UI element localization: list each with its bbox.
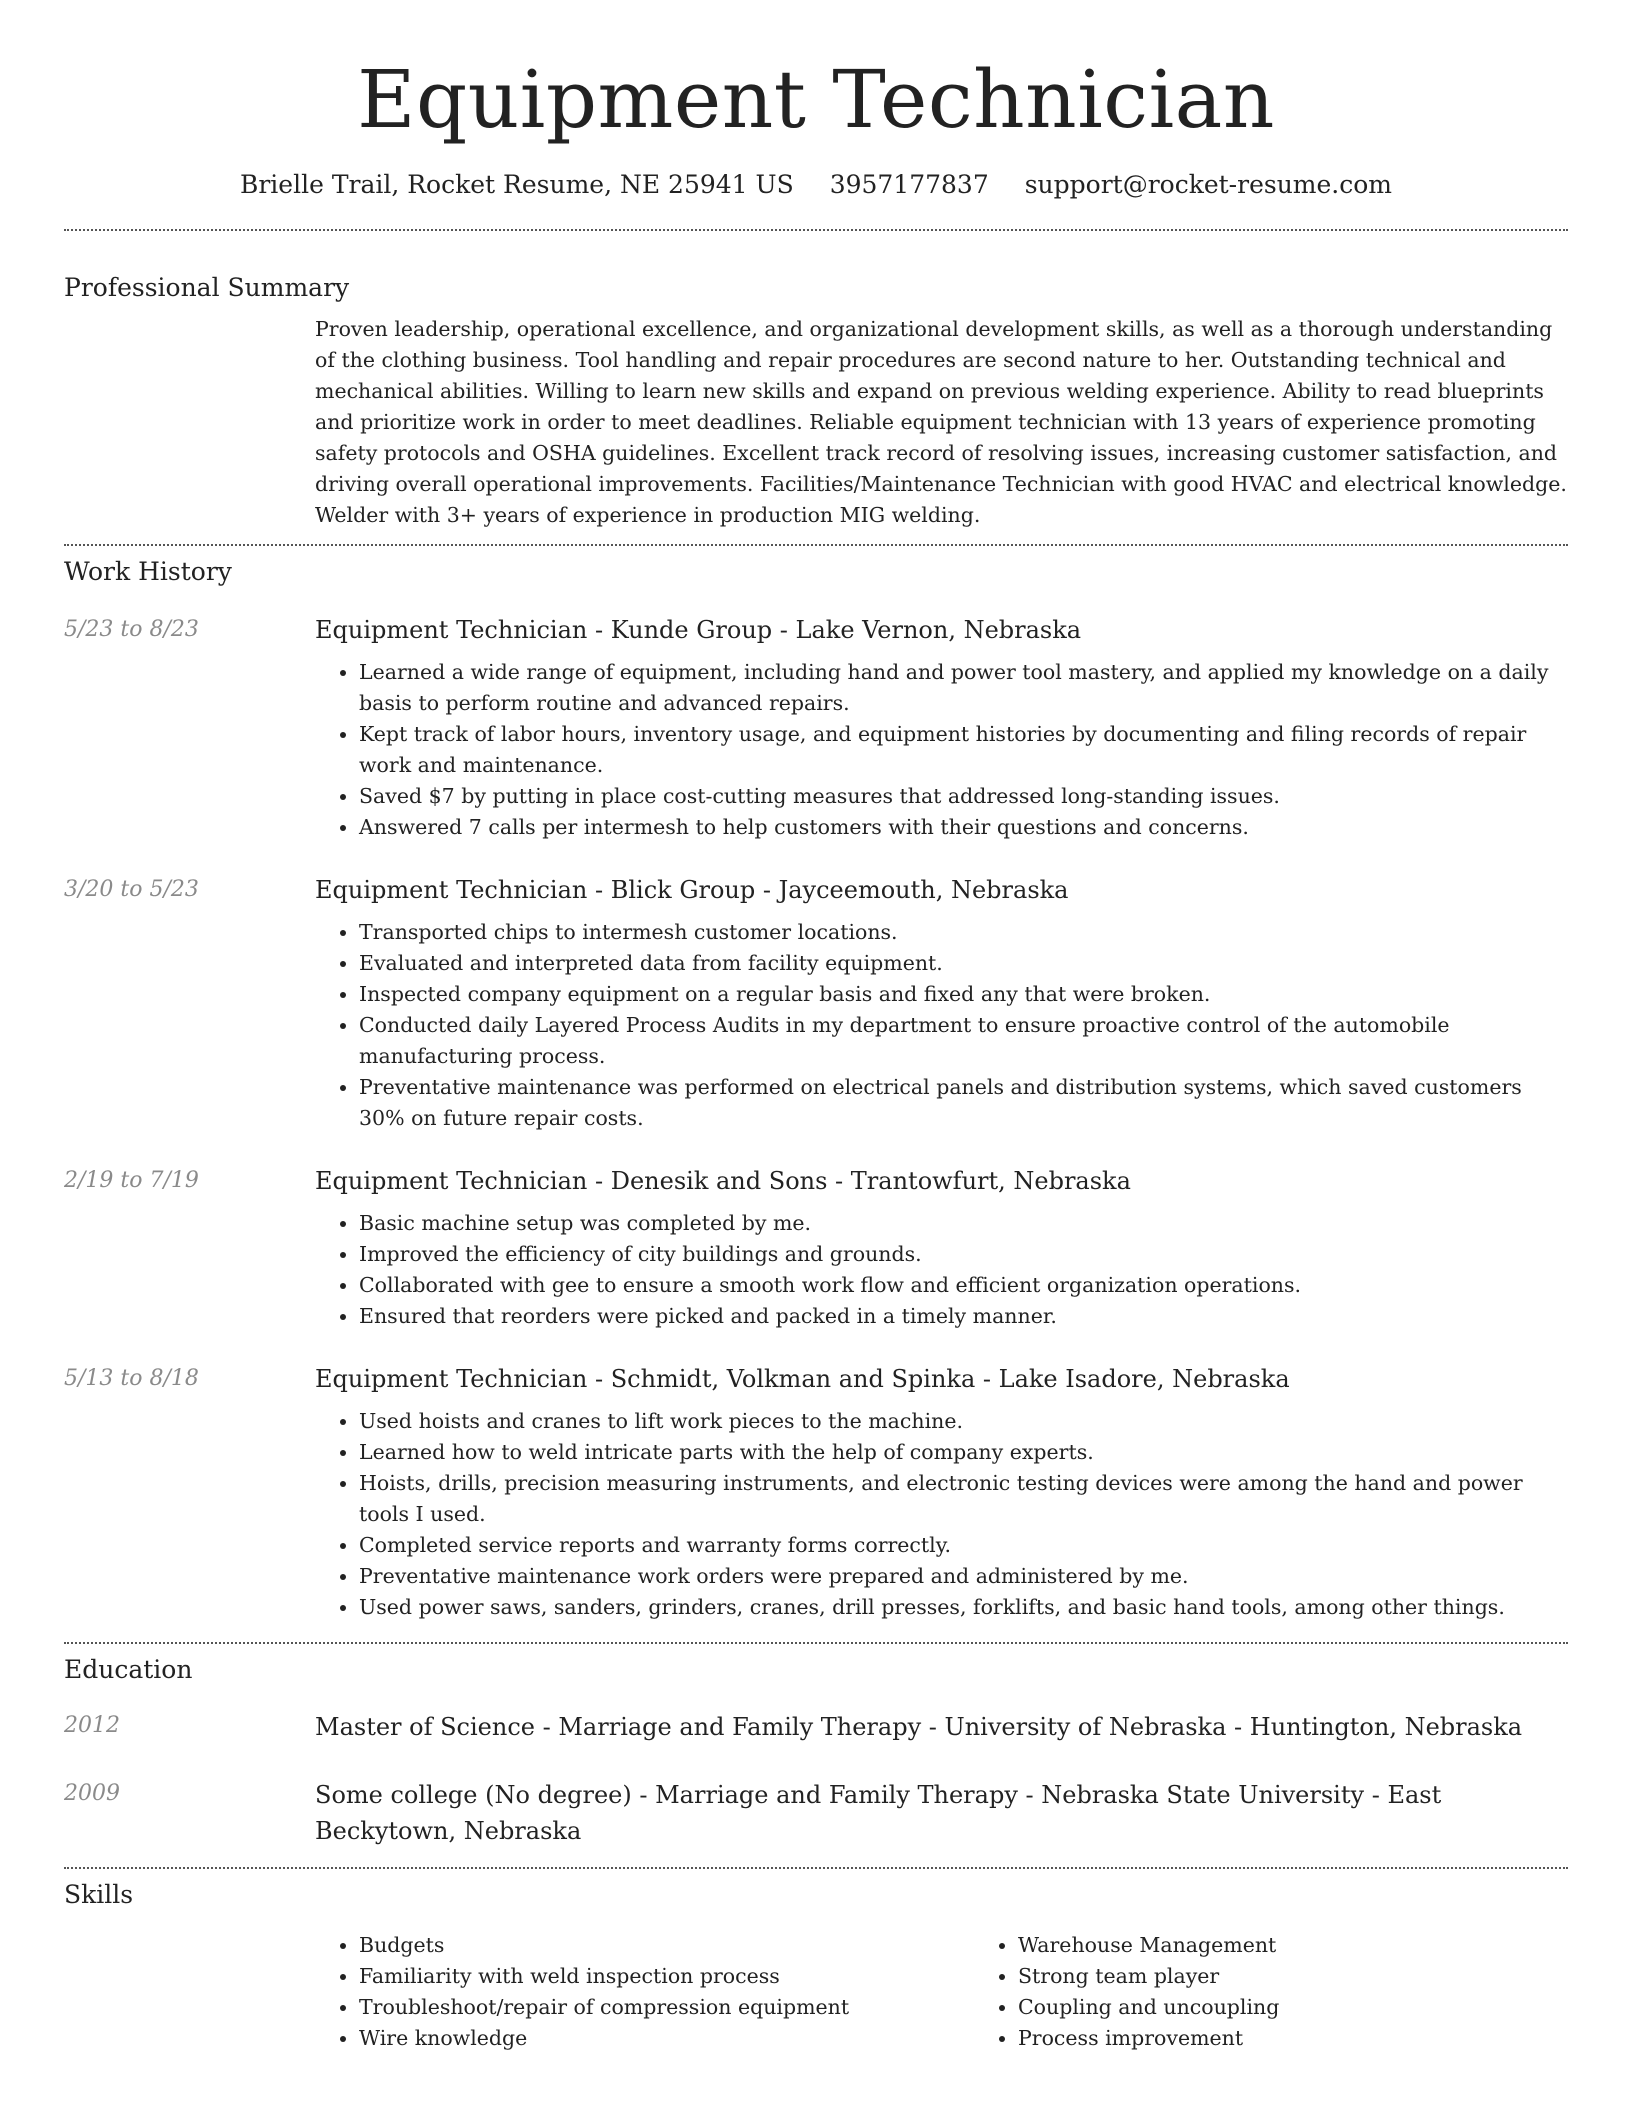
education-field: Marriage and Family Therapy: [558, 1713, 922, 1741]
skill-item: • Process improvement: [1018, 2023, 1632, 2054]
job-dates: 5/23 to 8/23: [64, 617, 199, 642]
job-location: Trantowfurt, Nebraska: [850, 1167, 1131, 1195]
job-bullet: • Ensured that reorders were picked and packed in a timely manner.: [359, 1301, 1568, 1332]
job-bullets: [315, 917, 1568, 1134]
job-bullet: • Inspected company equipment on a regular basis and fixed any that were broken.: [359, 979, 1568, 1010]
education-year: 2012: [64, 1713, 120, 1738]
section-title-skills: Skills: [64, 1880, 134, 1909]
skill-item: • Familiarity with weld inspection process: [359, 1961, 974, 1992]
job-role: Equipment Technician: [315, 876, 588, 904]
education-location: East Beckytown, Nebraska: [315, 1781, 1442, 1845]
job-bullet: • Preventative maintenance work orders were prepared and administered by me.: [359, 1561, 1568, 1592]
job-bullet: • Completed service reports and warranty forms correctly.: [359, 1530, 1568, 1561]
education-entry: [64, 1709, 1568, 1745]
skill-item: • Warehouse Management: [1018, 1930, 1632, 1961]
summary-text: Proven leadership, operational excellence, and organizational development skills, as well as a thorough understanding of the clothing business. Tool handling and repair procedures are second nature to her. Outstanding technical and mechanical abilities. Willing to learn new skills and expand on previous welding experience. Ability to read blueprints and prioritize work in order to meet deadlines. Reliable equipment technician with 13 years of experience promoting safety protocols and OSHA guidelines. Excellent track record of resolving issues, increasing customer satisfaction, and driving overall operational improvements. Facilities/Maintenance Technician with good HVAC and electrical knowledge. Welder with 3+ years of experience in production MIG welding.: [315, 317, 1567, 527]
job-heading: Equipment Technician - Denesik and Sons - Trantowfurt, Nebraska: [315, 1167, 1131, 1195]
education-school: Nebraska State University: [1041, 1781, 1365, 1809]
summary-row: [64, 314, 1568, 531]
job-bullet: • Preventative maintenance was performed on electrical panels and distribution systems, which saved customers 30% on future repair costs.: [359, 1072, 1568, 1134]
job-bullet: • Kept track of labor hours, inventory usage, and equipment histories by documenting and filing records of repair work and maintenance.: [359, 719, 1568, 781]
job-bullet: • Learned how to weld intricate parts with the help of company experts.: [359, 1437, 1568, 1468]
education-school: University of Nebraska: [944, 1713, 1227, 1741]
job-location: Lake Isadore, Nebraska: [998, 1365, 1290, 1393]
section-title-education: Education: [64, 1655, 193, 1684]
job-bullets: [315, 657, 1568, 843]
skills-list-right: [974, 1930, 1632, 2054]
job-dates: 5/13 to 8/18: [64, 1366, 199, 1391]
job-location: Lake Vernon, Nebraska: [795, 616, 1082, 644]
education-heading: Master of Science - Marriage and Family Therapy - University of Nebraska - Huntington, Nebraska: [315, 1713, 1523, 1741]
skill-item: • Strong team player: [1018, 1961, 1632, 1992]
job-location: Jayceemouth, Nebraska: [778, 876, 1069, 904]
job-role: Equipment Technician: [315, 1365, 588, 1393]
skill-item: • Coupling and uncoupling: [1018, 1992, 1632, 2023]
education-year: 2009: [64, 1781, 120, 1806]
job-bullet: • Learned a wide range of equipment, including hand and power tool mastery, and applied my knowledge on a daily basis to perform routine and advanced repairs.: [359, 657, 1568, 719]
job-bullets: [315, 1208, 1568, 1332]
job-company: Denesik and Sons: [610, 1167, 828, 1195]
resume-name: Equipment Technician: [357, 53, 1275, 146]
job-entry: [64, 613, 1568, 843]
job-bullet: • Answered 7 calls per intermesh to help customers with their questions and concerns.: [359, 812, 1568, 843]
job-entry: [64, 873, 1568, 1134]
section-title-work: Work History: [64, 557, 232, 586]
education-degree: Master of Science: [315, 1713, 535, 1741]
skill-item: • Wire knowledge: [359, 2023, 974, 2054]
education-degree: Some college (No degree): [315, 1781, 632, 1809]
skill-item: • Budgets: [359, 1930, 974, 1961]
job-bullet: • Evaluated and interpreted data from facility equipment.: [359, 948, 1568, 979]
contact-line: [64, 168, 1568, 202]
job-role: Equipment Technician: [315, 616, 588, 644]
job-bullet: • Used power saws, sanders, grinders, cranes, drill presses, forklifts, and basic hand tools, among other things.: [359, 1592, 1568, 1623]
job-bullet: • Basic machine setup was completed by me.: [359, 1208, 1568, 1239]
job-bullet: • Transported chips to intermesh customer locations.: [359, 917, 1568, 948]
job-heading: Equipment Technician - Schmidt, Volkman and Spinka - Lake Isadore, Nebraska: [315, 1365, 1290, 1393]
divider-work: [64, 1642, 1568, 1644]
job-company: Kunde Group: [610, 616, 773, 644]
education-field: Marriage and Family Therapy: [655, 1781, 1018, 1809]
section-title-summary: Professional Summary: [64, 273, 350, 302]
skills-row: [64, 1930, 1568, 2054]
job-company: Schmidt, Volkman and Spinka: [610, 1365, 976, 1393]
job-bullet: • Used hoists and cranes to lift work pieces to the machine.: [359, 1406, 1568, 1437]
skills-list-left: [315, 1930, 974, 2054]
job-bullet: • Hoists, drills, precision measuring instruments, and electronic testing devices were among the hand and power tools I used.: [359, 1468, 1568, 1530]
skill-item: • Troubleshoot/repair of compression equipment: [359, 1992, 974, 2023]
divider-header: [64, 229, 1568, 231]
job-bullet: • Saved $7 by putting in place cost-cutting measures that addressed long-standing issues.: [359, 781, 1568, 812]
job-bullet: • Collaborated with gee to ensure a smooth work flow and efficient organization operations.: [359, 1270, 1568, 1301]
divider-education: [64, 1867, 1568, 1869]
education-location: Huntington, Nebraska: [1249, 1713, 1523, 1741]
job-bullet: • Conducted daily Layered Process Audits in my department to ensure proactive control of the automobile manufacturing process.: [359, 1010, 1568, 1072]
education-entry: [64, 1777, 1568, 1849]
contact-phone: 3957177837: [829, 170, 989, 199]
job-heading: Equipment Technician - Blick Group - Jayceemouth, Nebraska: [315, 876, 1069, 904]
job-heading: Equipment Technician - Kunde Group - Lake Vernon, Nebraska: [315, 616, 1082, 644]
divider-summary: [64, 544, 1568, 546]
contact-address: Brielle Trail, Rocket Resume, NE 25941 US: [239, 170, 794, 199]
education-heading: Some college (No degree) - Marriage and Family Therapy - Nebraska State University - East Beckytown, Nebraska: [315, 1781, 1442, 1845]
job-bullets: [315, 1406, 1568, 1623]
job-entry: [64, 1164, 1568, 1332]
job-entry: [64, 1362, 1568, 1623]
job-dates: 2/19 to 7/19: [64, 1168, 199, 1193]
job-role: Equipment Technician: [315, 1167, 588, 1195]
resume-page: [64, 0, 1568, 2054]
job-company: Blick Group: [610, 876, 756, 904]
job-bullet: • Improved the efficiency of city buildings and grounds.: [359, 1239, 1568, 1270]
skills-grid: [315, 1930, 1632, 2054]
job-dates: 3/20 to 5/23: [64, 877, 199, 902]
contact-email: support@rocket-resume.com: [1024, 170, 1393, 199]
